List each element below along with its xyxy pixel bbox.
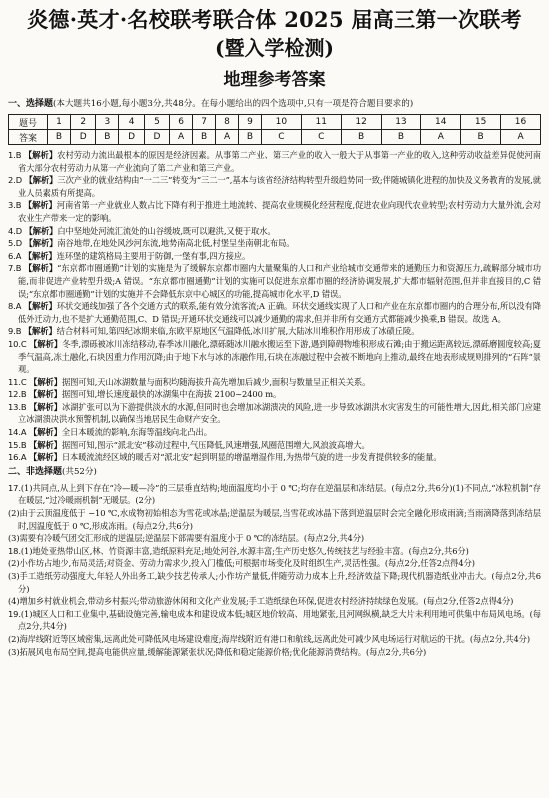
essay-answer-item (8, 532, 541, 545)
item-number: 11.C (8, 376, 27, 387)
mc-explanation-item (8, 174, 541, 199)
answer-text: (2)由于云顶温度低于 −10 ℃,水成物初始相态为雪花或冰晶;逆温层为暖层,当雪花或冰晶下落到逆温层时会完全融化形成雨滴;当雨滴降落到冻结层时,因温度低于 0 ℃,形成冻雨。(每点2分,共6分) (8, 508, 541, 531)
answer-cell: B (461, 130, 501, 145)
explanation-text: 环状交通线加强了各个交通方式的联系,能有效分流客流;A 正确。环状交通线实现了人口和产业在东京都市圈内的合理分布,所以没有降低外迁动力,也不是扩大通勤范围,C、D 错误;开通环状交通线可以减少通勤的需求,但并非所有交通方式都能减少换乘,B 错误。故选 A。 (18, 301, 541, 324)
explanation-text: 据图可知,增长速度最快的冰湖集中在海拔 2100~2400 m。 (61, 389, 282, 400)
item-number: 14.A (8, 427, 27, 438)
answer-cell: C (301, 130, 341, 145)
explanation-text: 河南省第一产业就业人数占比下降有利于推进土地流转、提高农业规模化经营程度,促进农业向现代农业转型;农村劳动力大量外流,会对农业生产带来一定的影响。 (18, 200, 541, 223)
answer-cell: A (501, 130, 541, 145)
answer-text: (2)小作坊占地少,布局灵活;对资金、劳动力需求少,投入门槛低;可根据市场变化及时组织生产,灵活性强。(每点2分,任答2点得4分) (8, 558, 475, 569)
question-number-cell: 9 (239, 115, 262, 130)
section-2-heading: 二、非选择题 (8, 466, 63, 477)
explanation-text: 三次产业的就业结构由“一二三”转变为“三二一”,基本与该省经济结构转型升级趋势同一致;伴随城镇化进程的加快及义务教育的发展,就业人员素质有所提高。 (18, 175, 541, 198)
item-number: 17. (8, 482, 21, 493)
section-1-heading: 一、选择题 (8, 99, 54, 109)
explanation-text: 全日本暖流的影响,东海等温线向北凸出。 (61, 427, 212, 438)
analysis-tag: 【解析】 (24, 225, 58, 236)
analysis-tag: 【解析】 (29, 389, 62, 400)
answer-text: (3)需要有冷暖气团交汇形成的逆温层;逆温层下部需要有温度小于 0 ℃的冻结层。(每点2分,共4分) (8, 533, 365, 544)
section-2-instruction: (共52分) (62, 466, 97, 477)
answer-text: (1)地处亚热带山区,林、竹资源丰富,造纸原料充足;地处河谷,水源丰富;生产历史悠久,传统技艺与经验丰富。(每点2分,共6分) (20, 545, 469, 556)
question-number-cell: 10 (261, 115, 301, 130)
answer-text: (3)手工造纸劳动强度大,年轻人外出务工,缺少技艺传承人;小作坊产量低,伴随劳动力成本上升,经济效益下降;现代机器造纸业冲击大。(每点2分,共6分) (8, 571, 541, 594)
section-2-header (8, 466, 541, 479)
question-number-cell: 8 (216, 115, 239, 130)
analysis-tag: 【解析】 (29, 439, 62, 450)
mc-explanation-item (8, 325, 541, 338)
explanation-text: 结合材料可知,第四纪冰期来临,东欧平原地区气温降低,冰川扩展,大陆冰川堆积作用形成了冰碛丘陵。 (56, 326, 420, 337)
question-number-row (9, 115, 541, 130)
answer-cell: B (239, 130, 262, 145)
answer-row (9, 130, 541, 145)
explanation-text: 连环堡的建筑格局主要用于防御,一堡有事,四方接应。 (56, 250, 251, 261)
answer-cell: B (96, 130, 119, 145)
item-number: 6.A (8, 250, 22, 261)
analysis-tag: 【解析】 (29, 338, 63, 349)
explanation-text: 南谷地带,在地处风沙河东流,地势南高北低,村堡呈坐南朝北布局。 (57, 238, 295, 249)
question-number-cell: 5 (144, 115, 169, 130)
analysis-tag: 【解析】 (29, 376, 62, 387)
item-number: 12.B (8, 389, 27, 400)
analysis-tag: 【解析】 (23, 150, 58, 160)
analysis-tag: 【解析】 (29, 401, 62, 412)
answer-text: (4)增加乡村就业机会,带动乡村振兴;带动旅游休闲和文化产业发展;手工造纸绿色环保,促进农村经济持续绿色发展。(每点2分,任答2点得4分) (8, 596, 514, 607)
analysis-tag: 【解析】 (24, 175, 58, 186)
analysis-tag: 【解析】 (24, 238, 58, 249)
row-label-question: 题号 (9, 115, 48, 130)
section-1-instruction: (本大题共16小题,每小题3分,共48分。在每小题给出的四个选项中,只有一项是符合题目要求的) (53, 99, 414, 109)
explanation-text: 据图可知,天山冰湖数量与面积均随海拔升高先增加后减少,面积与数量呈正相关关系。 (61, 376, 371, 387)
mc-explanation-item (8, 426, 541, 439)
answer-cell: D (119, 130, 144, 145)
item-number: 18. (8, 545, 21, 556)
question-number-cell: 13 (381, 115, 421, 130)
essay-answer-item (8, 482, 541, 507)
analysis-tag: 【解析】 (29, 427, 62, 438)
answer-cell: B (193, 130, 216, 145)
answer-cell: A (216, 130, 239, 145)
answer-text: (3)拓展风电布局空间,提高电能供应量,缓解能源紧张状况;降低和稳定能源价格;优化能源消费结构。(每点2分,共6分) (8, 646, 427, 657)
essay-answer-item (8, 633, 541, 646)
mc-explanation-item (8, 199, 541, 224)
explanation-text: 白中坚地处河流汇流处的山谷缓坡,既可以避洪,又便于取水。 (57, 225, 276, 236)
essay-answer-item (8, 557, 541, 570)
item-number: 3.B (8, 200, 22, 211)
question-number-cell: 2 (70, 115, 95, 130)
analysis-tag: 【解析】 (29, 452, 62, 463)
question-number-cell: 12 (341, 115, 381, 130)
answer-cell: C (261, 130, 301, 145)
answer-cell: A (421, 130, 461, 145)
section-1-header (8, 98, 541, 111)
answer-text: (1)城区人口和工业集中,基础设施完善,输电成本和建设成本低;城区地价较高、用地紧张,且河网纵横,缺乏大片未利用地可供集中布局风电场。(每点2分,共4分) (18, 608, 541, 632)
item-number: 15.B (8, 439, 27, 450)
answer-cell: D (144, 130, 169, 145)
item-number: 4.D (8, 225, 23, 236)
item-number: 7.B (8, 263, 22, 274)
question-number-cell: 14 (421, 115, 461, 130)
mc-explanation-item (8, 439, 541, 452)
answer-cell: A (170, 130, 193, 145)
mc-explanation-item (8, 250, 541, 263)
analysis-tag: 【解析】 (23, 301, 57, 312)
item-number: 13.B (8, 401, 27, 412)
answer-cell: B (341, 130, 381, 145)
explanation-text: 日本暖流流经区域的暖舌对“派北安”起到明显的增温增湿作用,为热带气旋的进一步发育提供较多的能量。 (61, 452, 442, 463)
essay-answer-item (8, 570, 541, 595)
question-number-cell: 11 (301, 115, 341, 130)
answer-cell: B (48, 130, 71, 145)
item-number: 5.D (8, 238, 23, 249)
essay-answer-item (8, 545, 541, 558)
question-number-cell: 7 (193, 115, 216, 130)
essay-answer-item (8, 646, 541, 659)
answer-text: (2)海岸线附近等区域密集,远离此处可降低风电场建设难度;海岸线附近有港口和航线,远离此处可减少风电场运行对航运的干扰。(每点2分,共4分) (8, 633, 531, 644)
mc-explanation-item (8, 338, 541, 376)
question-number-cell: 4 (119, 115, 144, 130)
mc-explanation-list (8, 149, 541, 464)
answer-text: (1)共同点,从上到下存在“冷—暖—冷”的三层垂直结构;地面温度均小于 0 ℃;均存在逆温层和冻结层。(每点2分,共6分)(1)不同点,“冰粒机制”存在暖层,“过冷暖雨机制”无暖层。(2分) (18, 482, 541, 506)
essay-answer-item (8, 595, 541, 608)
answer-cell: B (381, 130, 421, 145)
explanation-text: “东京都市圈通勤”计划的实施是为了缓解东京都市圈内大量聚集的人口和产业给城市交通带来的通勤压力和资源压力,疏解部分城市功能,而非促进产业转型升级;A 错误。“东京都市圈通勤”计划的实施可以促进东京都市圈的经济协调发展,扩大都市辐射范围,但并非直接目的,C 错误;“东京都市圈通勤”计划的实施并不会降低东京中心城区的功能,提高城市化水平,D 错误。 (18, 263, 541, 299)
essay-answer-item (8, 608, 541, 633)
item-number: 10.C (8, 338, 27, 349)
item-number: 16.A (8, 452, 27, 463)
explanation-text: 农村劳动力流出最根本的原因是经济因素。从事第二产业、第三产业的收入一般大于从事第一产业的收入,这种劳动收益差异促使河南省大部分农村劳动力从第一产业流向了第二产业和第三产业。 (18, 150, 541, 173)
analysis-tag: 【解析】 (23, 200, 57, 211)
answer-cell: D (70, 130, 95, 145)
answer-table (8, 114, 541, 145)
document-title: 地理参考答案 (223, 70, 326, 90)
question-number-cell: 15 (461, 115, 501, 130)
essay-answer-item (8, 507, 541, 532)
analysis-tag: 【解析】 (23, 250, 57, 261)
row-label-answer: 答案 (9, 130, 48, 145)
question-number-cell: 6 (170, 115, 193, 130)
mc-explanation-item (8, 401, 541, 426)
item-number: 1.B (8, 150, 22, 160)
mc-explanation-item (8, 376, 541, 389)
analysis-tag: 【解析】 (23, 263, 58, 274)
mc-explanation-item (8, 237, 541, 250)
mc-explanation-item (8, 262, 541, 300)
mc-explanation-item (8, 388, 541, 401)
item-number: 8.A (8, 301, 22, 312)
mc-explanation-item (8, 451, 541, 464)
explanation-text: 冰湖扩张可以为下游提供淡水的水源,但同时也会增加冰湖溃决的风险,进一步导致冰湖洪水灾害发生的可能性增大,因此,相关部门应建立冰湖溃决洪水预警机制,以确保当地居民生命财产安全。 (18, 401, 541, 425)
item-number: 2.D (8, 175, 23, 186)
mc-explanation-item (8, 225, 541, 238)
mc-explanation-item (8, 149, 541, 174)
mc-explanation-item (8, 300, 541, 325)
analysis-tag: 【解析】 (23, 326, 57, 337)
explanation-text: 据图可知,图示“派北安”移动过程中,气压降低,风速增强,风圈范围增大,风浪波高增大。 (61, 439, 370, 450)
question-number-cell: 3 (96, 115, 119, 130)
item-number: 9.B (8, 326, 22, 337)
exam-subtitle: (暨入学检测) (215, 36, 334, 60)
exam-title: 炎德·英才·名校联考联合体 2025 届高三第一次联考 (27, 7, 522, 32)
essay-answer-list (8, 482, 541, 658)
item-number: 19. (8, 608, 21, 619)
question-number-cell: 16 (501, 115, 541, 130)
explanation-text: 冬季,漂砾被冰川冻结移动,春季冰川融化,漂砾随冰川融水搬运至下游,遇到障碍物堆积形成石滩;由于搬运距离较远,漂砾磨圆度较高;夏季气温高,冻土融化,石块因重力作用沉降;由于地下水与冰的冻融作用,石块在冻融过程中会被不断地向上推动,最终在地表形成规则排列的“石阵”景观。 (18, 338, 541, 375)
question-number-cell: 1 (48, 115, 71, 130)
